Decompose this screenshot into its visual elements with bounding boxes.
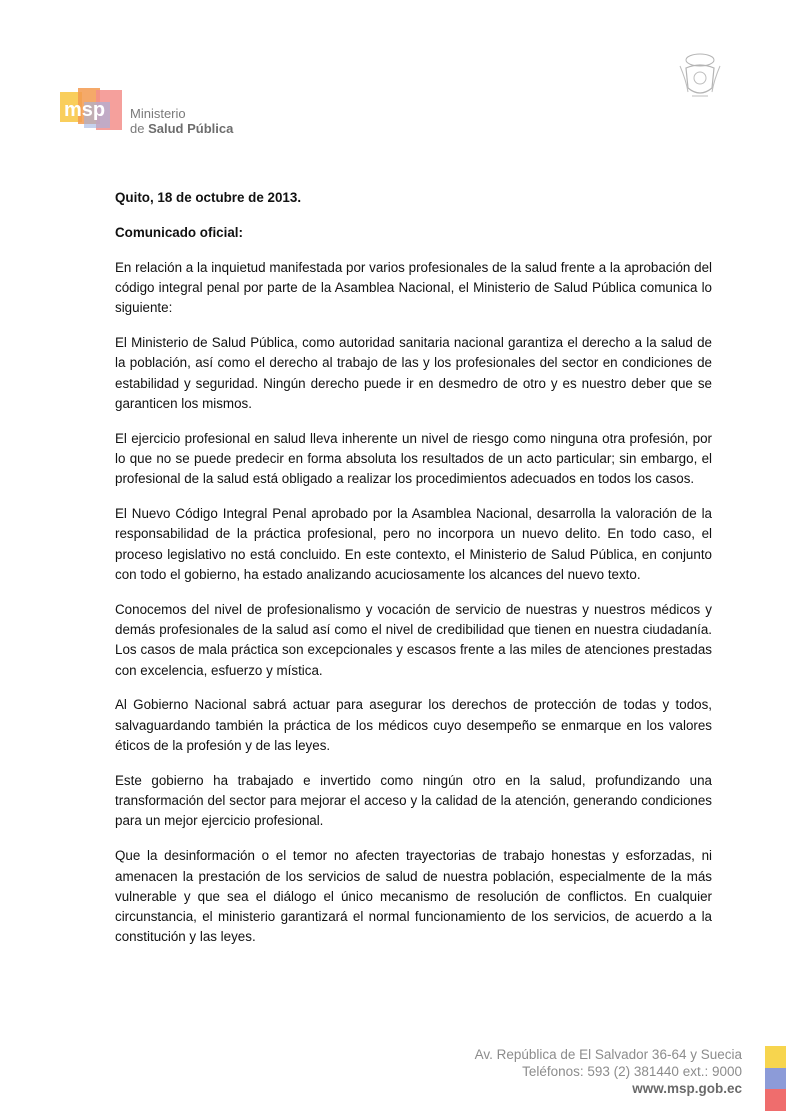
paragraph-1: En relación a la inquietud manifestada por varios profesionales de la salud frente a la aprobación del código integral penal por parte de la Asamblea Nacional, el Ministerio de Salud Pública comunica lo siguiente: [115,259,712,316]
document-body [115,188,712,962]
footer-address: Av. República de El Salvador 36-64 y Suecia [474,1047,742,1062]
color-bar-blue [765,1068,786,1090]
logo-text [130,106,233,136]
paragraph-8: Que la desinformación o el temor no afecten trayectorias de trabajo honestas y esforzadas, ni amenacen la prestación de los servicios de salud de nuestra población, especialmente de la más vulnerable y que sea el diálogo el único mecanismo de resolución de conflictos. En cualquier circunstancia, el ministerio garantizará el normal funcionamiento de los servicios, de acuerdo a la constitución y las leyes. [115,848,712,945]
footer-phones: Teléfonos: 593 (2) 381440 ext.: 9000 [522,1064,742,1079]
paragraph-7: Este gobierno ha trabajado e invertido como ningún otro en la salud, profundizando una transformación del sector para mejorar el acceso y la calidad de la atención, generando condiciones para un mejor ejercicio profesional. [115,772,712,829]
document-title: Comunicado oficial: [115,224,243,240]
date-line: Quito, 18 de octubre de 2013. [115,190,302,205]
coat-of-arms-icon [676,50,724,102]
paragraph-4: El Nuevo Código Integral Penal aprobado por la Asamblea Nacional, desarrolla la valoración de la responsabilidad de la práctica profesional, pero no incorpora un nuevo delito. En todo caso, el proceso legislativo no está concluido. En este contexto, el Ministerio de Salud Pública, en conjunto con todo el gobierno, ha estado analizando acuciosamente los alcances del nuevo texto. [115,506,712,582]
paragraph-2: El Ministerio de Salud Pública, como autoridad sanitaria nacional garantiza el derecho a la salud de la población, así como el derecho al trabajo de las y los profesionales del sector en condiciones de estabilidad y seguridad. Ningún derecho puede ir en desmedro de otro y es nuestro deber que se garanticen los mismos. [115,334,712,411]
msp-logo [60,86,260,150]
color-bar-red [765,1089,786,1111]
footer-website: www.msp.gob.ec [632,1081,742,1096]
footer [475,1046,742,1097]
logo-line1: Ministerio [130,106,186,121]
paragraph-3: El ejercicio profesional en salud lleva inherente un nivel de riesgo como ninguna otra profesión, por lo que no se puede predecir en forma absoluta los resultados de un acto particular; sin embargo, el profesional de la salud está obligado a realizar los procedimientos adecuados en todos los casos. [115,430,712,487]
flag-color-bar [765,1046,786,1111]
paragraph-5: Conocemos del nivel de profesionalismo y vocación de servicio de nuestras y nuestros médicos y demás profesionales de la salud así como el nivel de credibilidad que tienen en nuestra ciudadanía. Los casos de mala práctica son excepcionales y escasos frente a las miles de atenciones prestadas con excelencia, esfuerzo y mística. [115,601,712,678]
msp-logo-icon [60,86,124,136]
paragraph-6: Al Gobierno Nacional sabrá actuar para asegurar los derechos de protección de todas y todos, salvaguardando también la práctica de los médicos cuyo desempeño se enmarque en los valores éticos de la profesión y de las leyes. [115,697,712,754]
logo-mark-text: msp [64,99,106,121]
logo-line2: de Salud Pública [130,121,234,136]
color-bar-yellow [765,1046,786,1068]
